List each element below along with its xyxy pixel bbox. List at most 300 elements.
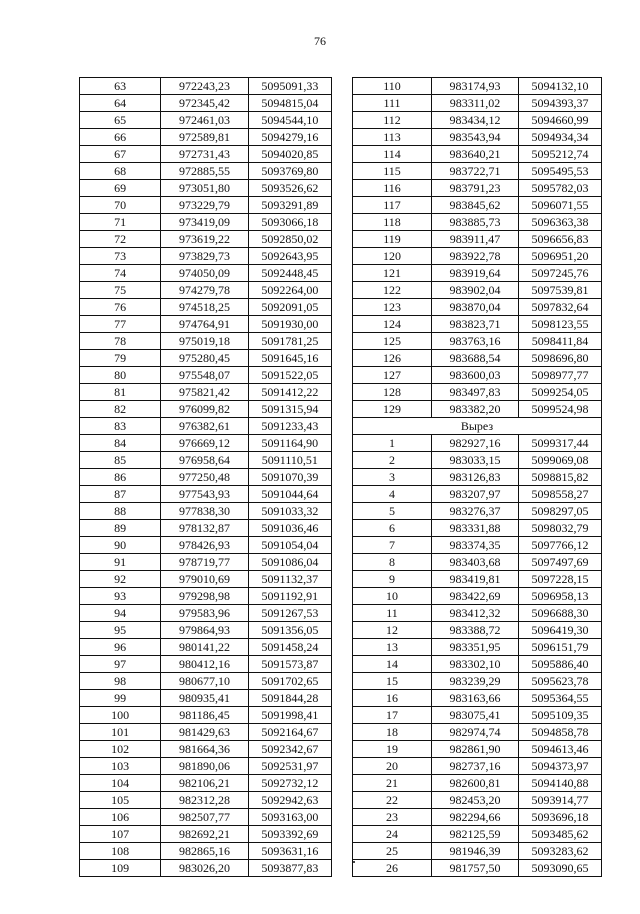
point-number: 69 xyxy=(80,180,161,197)
coordinate-x: 983845,62 xyxy=(432,197,519,214)
coordinate-x: 972589,81 xyxy=(161,129,248,146)
point-number: 11 xyxy=(353,605,432,622)
point-number: 99 xyxy=(80,690,161,707)
table-row xyxy=(80,78,332,95)
table-row xyxy=(353,622,602,639)
point-number: 115 xyxy=(353,163,432,180)
point-number: 82 xyxy=(80,401,161,418)
point-number: 96 xyxy=(80,639,161,656)
coordinate-x: 983434,12 xyxy=(432,112,519,129)
table-row xyxy=(80,452,332,469)
table-row xyxy=(353,146,602,163)
point-number: 1 xyxy=(353,435,432,452)
point-number: 108 xyxy=(80,843,161,860)
coordinate-x: 983331,88 xyxy=(432,520,519,537)
coordinate-y: 5091522,05 xyxy=(248,367,331,384)
point-number: 73 xyxy=(80,248,161,265)
coordinate-y: 5093283,62 xyxy=(519,843,602,860)
coordinate-y: 5094613,46 xyxy=(519,741,602,758)
table-row xyxy=(80,690,332,707)
table-row xyxy=(353,724,602,741)
coordinate-y: 5094858,78 xyxy=(519,724,602,741)
table-row xyxy=(80,350,332,367)
table-row xyxy=(80,486,332,503)
coordinate-y: 5096363,38 xyxy=(519,214,602,231)
coordinates-table-right xyxy=(352,77,602,877)
point-number: 16 xyxy=(353,690,432,707)
coordinate-x: 973051,80 xyxy=(161,180,248,197)
section-header-row xyxy=(353,418,602,435)
coordinate-x: 982927,16 xyxy=(432,435,519,452)
coordinate-y: 5092732,12 xyxy=(248,775,331,792)
coordinate-y: 5096151,79 xyxy=(519,639,602,656)
coordinate-y: 5091044,64 xyxy=(248,486,331,503)
table-row xyxy=(80,367,332,384)
point-number: 71 xyxy=(80,214,161,231)
coordinate-x: 983033,15 xyxy=(432,452,519,469)
coordinate-x: 983403,68 xyxy=(432,554,519,571)
coordinate-y: 5091086,04 xyxy=(248,554,331,571)
coordinate-x: 979583,96 xyxy=(161,605,248,622)
coordinate-x: 983311,02 xyxy=(432,95,519,112)
coordinates-table-left xyxy=(79,77,332,877)
point-number: 14 xyxy=(353,656,432,673)
coordinate-x: 982974,74 xyxy=(432,724,519,741)
coordinate-x: 983075,41 xyxy=(432,707,519,724)
table-row xyxy=(80,146,332,163)
point-number: 18 xyxy=(353,724,432,741)
point-number: 87 xyxy=(80,486,161,503)
point-number: 126 xyxy=(353,350,432,367)
point-number: 119 xyxy=(353,231,432,248)
coordinate-y: 5092091,05 xyxy=(248,299,331,316)
table-row xyxy=(353,350,602,367)
coordinate-x: 974518,25 xyxy=(161,299,248,316)
coordinate-x: 981890,06 xyxy=(161,758,248,775)
point-number: 109 xyxy=(80,860,161,877)
table-row xyxy=(80,843,332,860)
table-row xyxy=(80,333,332,350)
table-row xyxy=(353,673,602,690)
coordinate-y: 5095364,55 xyxy=(519,690,602,707)
table-row xyxy=(353,452,602,469)
point-number: 129 xyxy=(353,401,432,418)
coordinate-y: 5099069,08 xyxy=(519,452,602,469)
coordinate-x: 983870,04 xyxy=(432,299,519,316)
point-number: 85 xyxy=(80,452,161,469)
coordinate-y: 5096656,83 xyxy=(519,231,602,248)
coordinate-y: 5091998,41 xyxy=(248,707,331,724)
coordinate-y: 5091132,37 xyxy=(248,571,331,588)
coordinate-x: 983126,83 xyxy=(432,469,519,486)
coordinate-y: 5093485,62 xyxy=(519,826,602,843)
table-row xyxy=(80,758,332,775)
point-number: 106 xyxy=(80,809,161,826)
point-number: 114 xyxy=(353,146,432,163)
coordinate-x: 980677,10 xyxy=(161,673,248,690)
coordinate-x: 981946,39 xyxy=(432,843,519,860)
coordinate-x: 972243,23 xyxy=(161,78,248,95)
table-row xyxy=(353,605,602,622)
point-number: 95 xyxy=(80,622,161,639)
coordinate-x: 983640,21 xyxy=(432,146,519,163)
table-row xyxy=(80,775,332,792)
coordinate-y: 5094660,99 xyxy=(519,112,602,129)
point-number: 77 xyxy=(80,316,161,333)
coordinate-x: 982865,16 xyxy=(161,843,248,860)
point-number: 118 xyxy=(353,214,432,231)
point-number: 15 xyxy=(353,673,432,690)
table-row xyxy=(353,486,602,503)
table-row xyxy=(80,248,332,265)
point-number: 74 xyxy=(80,265,161,282)
coordinate-y: 5096958,13 xyxy=(519,588,602,605)
coordinate-x: 980935,41 xyxy=(161,690,248,707)
coordinate-y: 5091110,51 xyxy=(248,452,331,469)
table-row xyxy=(80,554,332,571)
table-row xyxy=(80,571,332,588)
table-row xyxy=(353,707,602,724)
coordinate-x: 979010,69 xyxy=(161,571,248,588)
coordinate-y: 5098696,80 xyxy=(519,350,602,367)
coordinate-y: 5091233,43 xyxy=(248,418,331,435)
coordinate-x: 982453,20 xyxy=(432,792,519,809)
point-number: 83 xyxy=(80,418,161,435)
table-row xyxy=(80,129,332,146)
coordinate-y: 5097228,15 xyxy=(519,571,602,588)
point-number: 8 xyxy=(353,554,432,571)
coordinate-x: 981186,45 xyxy=(161,707,248,724)
point-number: 97 xyxy=(80,656,161,673)
coordinate-x: 973229,79 xyxy=(161,197,248,214)
coordinate-y: 5091036,46 xyxy=(248,520,331,537)
coordinate-x: 983919,64 xyxy=(432,265,519,282)
point-number: 4 xyxy=(353,486,432,503)
coordinate-y: 5093392,69 xyxy=(248,826,331,843)
point-number: 117 xyxy=(353,197,432,214)
point-number: 80 xyxy=(80,367,161,384)
table-row xyxy=(353,656,602,673)
coordinate-y: 5091781,25 xyxy=(248,333,331,350)
table-row xyxy=(80,231,332,248)
point-number: 3 xyxy=(353,469,432,486)
table-row xyxy=(80,588,332,605)
coordinate-x: 983419,81 xyxy=(432,571,519,588)
table-row xyxy=(80,622,332,639)
coordinate-y: 5094279,16 xyxy=(248,129,331,146)
coordinate-y: 5092164,67 xyxy=(248,724,331,741)
coordinate-y: 5096419,30 xyxy=(519,622,602,639)
point-number: 65 xyxy=(80,112,161,129)
coordinate-x: 983163,66 xyxy=(432,690,519,707)
coordinate-x: 979298,98 xyxy=(161,588,248,605)
coordinate-y: 5093877,83 xyxy=(248,860,331,877)
table-row xyxy=(353,299,602,316)
coordinate-x: 983823,71 xyxy=(432,316,519,333)
point-number: 64 xyxy=(80,95,161,112)
point-number: 75 xyxy=(80,282,161,299)
table-row xyxy=(353,520,602,537)
point-number: 72 xyxy=(80,231,161,248)
table-row xyxy=(80,741,332,758)
table-row xyxy=(80,401,332,418)
coordinate-y: 5097766,12 xyxy=(519,537,602,554)
coordinate-x: 976099,82 xyxy=(161,401,248,418)
table-row xyxy=(80,724,332,741)
point-number: 103 xyxy=(80,758,161,775)
point-number: 92 xyxy=(80,571,161,588)
coordinate-x: 983688,54 xyxy=(432,350,519,367)
point-number: 93 xyxy=(80,588,161,605)
point-number: 90 xyxy=(80,537,161,554)
coordinate-x: 973419,09 xyxy=(161,214,248,231)
coordinate-y: 5092942,63 xyxy=(248,792,331,809)
coordinate-x: 974050,09 xyxy=(161,265,248,282)
coordinate-y: 5093163,00 xyxy=(248,809,331,826)
table-row xyxy=(353,248,602,265)
coordinate-x: 982106,21 xyxy=(161,775,248,792)
table-row xyxy=(353,690,602,707)
table-row xyxy=(353,741,602,758)
coordinate-y: 5095782,03 xyxy=(519,180,602,197)
coordinate-x: 977543,93 xyxy=(161,486,248,503)
coordinate-y: 5098032,79 xyxy=(519,520,602,537)
coordinate-x: 982125,59 xyxy=(432,826,519,843)
coordinate-x: 981757,50 xyxy=(432,860,519,877)
coordinate-x: 983791,23 xyxy=(432,180,519,197)
table-row xyxy=(80,282,332,299)
table-row xyxy=(80,792,332,809)
coordinate-y: 5094393,37 xyxy=(519,95,602,112)
coordinate-x: 983722,71 xyxy=(432,163,519,180)
point-number: 127 xyxy=(353,367,432,384)
coordinate-y: 5091458,24 xyxy=(248,639,331,656)
coordinate-x: 972731,43 xyxy=(161,146,248,163)
coordinate-x: 974279,78 xyxy=(161,282,248,299)
coordinate-x: 983600,03 xyxy=(432,367,519,384)
coordinate-y: 5092850,02 xyxy=(248,231,331,248)
table-row xyxy=(80,673,332,690)
point-number: 98 xyxy=(80,673,161,690)
point-number: 76 xyxy=(80,299,161,316)
coordinate-y: 5091412,22 xyxy=(248,384,331,401)
table-row xyxy=(80,214,332,231)
coordinate-x: 983382,20 xyxy=(432,401,519,418)
coordinate-x: 983374,35 xyxy=(432,537,519,554)
point-number: 104 xyxy=(80,775,161,792)
table-row xyxy=(353,316,602,333)
coordinate-x: 975548,07 xyxy=(161,367,248,384)
coordinate-x: 983422,69 xyxy=(432,588,519,605)
point-number: 110 xyxy=(353,78,432,95)
coordinate-y: 5091192,91 xyxy=(248,588,331,605)
coordinate-x: 983276,37 xyxy=(432,503,519,520)
table-row xyxy=(80,163,332,180)
table-row xyxy=(80,826,332,843)
coordinate-y: 5091164,90 xyxy=(248,435,331,452)
coordinate-x: 982737,16 xyxy=(432,758,519,775)
table-row xyxy=(80,384,332,401)
coordinate-y: 5093914,77 xyxy=(519,792,602,809)
table-row xyxy=(353,197,602,214)
table-row xyxy=(353,571,602,588)
coordinate-x: 977250,48 xyxy=(161,469,248,486)
point-number: 84 xyxy=(80,435,161,452)
point-number: 128 xyxy=(353,384,432,401)
table-row xyxy=(80,605,332,622)
coordinate-y: 5097832,64 xyxy=(519,299,602,316)
coordinate-x: 972461,03 xyxy=(161,112,248,129)
coordinate-x: 975280,45 xyxy=(161,350,248,367)
coordinate-y: 5092531,97 xyxy=(248,758,331,775)
table-row xyxy=(353,112,602,129)
coordinate-y: 5093526,62 xyxy=(248,180,331,197)
coordinate-x: 982294,66 xyxy=(432,809,519,826)
table-row xyxy=(80,809,332,826)
point-number: 101 xyxy=(80,724,161,741)
coordinate-y: 5098558,27 xyxy=(519,486,602,503)
point-number: 102 xyxy=(80,741,161,758)
coordinate-y: 5098297,05 xyxy=(519,503,602,520)
point-number: 12 xyxy=(353,622,432,639)
point-number: 78 xyxy=(80,333,161,350)
point-number: 2 xyxy=(353,452,432,469)
table-row xyxy=(80,639,332,656)
point-number: 122 xyxy=(353,282,432,299)
table-row xyxy=(353,265,602,282)
coordinate-y: 5093090,65 xyxy=(519,860,602,877)
coordinate-x: 975019,18 xyxy=(161,333,248,350)
coordinate-y: 5097539,81 xyxy=(519,282,602,299)
table-row xyxy=(80,95,332,112)
coordinate-x: 975821,42 xyxy=(161,384,248,401)
table-row xyxy=(80,707,332,724)
point-number: 121 xyxy=(353,265,432,282)
coordinate-y: 5098977,77 xyxy=(519,367,602,384)
point-number: 20 xyxy=(353,758,432,775)
coordinate-x: 974764,91 xyxy=(161,316,248,333)
coordinate-y: 5093631,16 xyxy=(248,843,331,860)
table-row xyxy=(353,282,602,299)
coordinate-x: 976669,12 xyxy=(161,435,248,452)
coordinate-x: 980141,22 xyxy=(161,639,248,656)
point-number: 5 xyxy=(353,503,432,520)
coordinate-x: 976382,61 xyxy=(161,418,248,435)
coordinate-y: 5091033,32 xyxy=(248,503,331,520)
coordinate-y: 5091070,39 xyxy=(248,469,331,486)
coordinate-x: 983207,97 xyxy=(432,486,519,503)
coordinate-y: 5094815,04 xyxy=(248,95,331,112)
table-row xyxy=(353,401,602,418)
coordinate-y: 5094132,10 xyxy=(519,78,602,95)
coordinate-y: 5098123,55 xyxy=(519,316,602,333)
point-number: 70 xyxy=(80,197,161,214)
coordinate-y: 5091645,16 xyxy=(248,350,331,367)
table-row xyxy=(353,333,602,350)
coordinate-y: 5094020,85 xyxy=(248,146,331,163)
coordinate-x: 982312,28 xyxy=(161,792,248,809)
table-row xyxy=(80,469,332,486)
coordinate-y: 5094544,10 xyxy=(248,112,331,129)
coordinate-x: 983026,20 xyxy=(161,860,248,877)
point-number: 111 xyxy=(353,95,432,112)
coordinate-y: 5094934,34 xyxy=(519,129,602,146)
coordinate-y: 5095623,78 xyxy=(519,673,602,690)
table-row xyxy=(353,129,602,146)
coordinate-x: 976958,64 xyxy=(161,452,248,469)
coordinate-y: 5091054,04 xyxy=(248,537,331,554)
table-row xyxy=(353,78,602,95)
coordinate-x: 983302,10 xyxy=(432,656,519,673)
coordinate-y: 5095091,33 xyxy=(248,78,331,95)
coordinate-y: 5091844,28 xyxy=(248,690,331,707)
table-row xyxy=(353,384,602,401)
table-row xyxy=(353,367,602,384)
table-row xyxy=(80,656,332,673)
coordinate-x: 978719,77 xyxy=(161,554,248,571)
coordinate-y: 5096688,30 xyxy=(519,605,602,622)
coordinate-y: 5091573,87 xyxy=(248,656,331,673)
point-number: 7 xyxy=(353,537,432,554)
coordinate-y: 5094373,97 xyxy=(519,758,602,775)
coordinate-y: 5098815,82 xyxy=(519,469,602,486)
point-number: 105 xyxy=(80,792,161,809)
table-row xyxy=(353,537,602,554)
coordinate-y: 5092342,67 xyxy=(248,741,331,758)
point-number: 6 xyxy=(353,520,432,537)
coordinate-x: 978426,93 xyxy=(161,537,248,554)
table-row xyxy=(353,826,602,843)
point-number: 94 xyxy=(80,605,161,622)
coordinate-y: 5092448,45 xyxy=(248,265,331,282)
table-row xyxy=(80,180,332,197)
coordinate-y: 5096951,20 xyxy=(519,248,602,265)
table-row xyxy=(353,860,602,877)
point-number: 68 xyxy=(80,163,161,180)
point-number: 79 xyxy=(80,350,161,367)
point-number: 26 xyxy=(353,860,432,877)
coordinate-y: 5093696,18 xyxy=(519,809,602,826)
coordinate-y: 5091315,94 xyxy=(248,401,331,418)
coordinate-y: 5095212,74 xyxy=(519,146,602,163)
coordinate-y: 5098411,84 xyxy=(519,333,602,350)
table-row xyxy=(80,265,332,282)
coordinate-x: 973619,22 xyxy=(161,231,248,248)
coordinate-x: 983902,04 xyxy=(432,282,519,299)
coordinate-x: 982507,77 xyxy=(161,809,248,826)
table-row xyxy=(80,112,332,129)
scan-speck xyxy=(353,861,355,863)
point-number: 24 xyxy=(353,826,432,843)
table-row xyxy=(353,792,602,809)
coordinate-y: 5097245,76 xyxy=(519,265,602,282)
coordinate-x: 977838,30 xyxy=(161,503,248,520)
coordinate-x: 972345,42 xyxy=(161,95,248,112)
coordinate-x: 983911,47 xyxy=(432,231,519,248)
point-number: 86 xyxy=(80,469,161,486)
coordinate-y: 5095495,53 xyxy=(519,163,602,180)
coordinate-y: 5099317,44 xyxy=(519,435,602,452)
table-row xyxy=(353,758,602,775)
coordinate-x: 983174,93 xyxy=(432,78,519,95)
table-row xyxy=(353,503,602,520)
point-number: 63 xyxy=(80,78,161,95)
point-number: 120 xyxy=(353,248,432,265)
point-number: 9 xyxy=(353,571,432,588)
page-number: 76 xyxy=(314,34,326,48)
coordinate-y: 5093291,89 xyxy=(248,197,331,214)
coordinate-x: 983885,73 xyxy=(432,214,519,231)
